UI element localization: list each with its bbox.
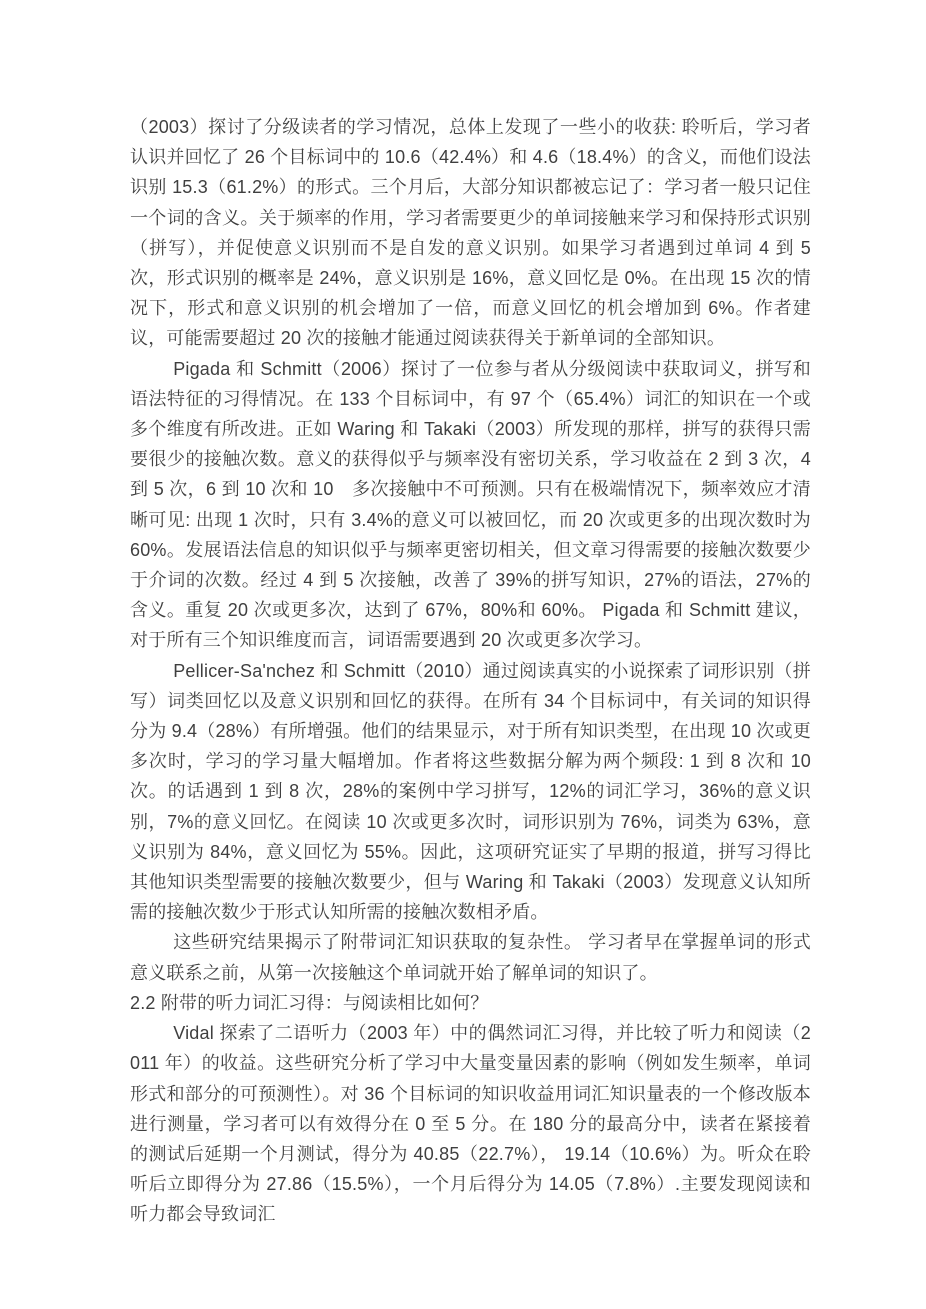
para-pellicer-sanchez-schmitt-2010: Pellicer-Sa'nchez 和 Schmitt（2010）通过阅读真实的小说探索了词形识别（拼写）词类回忆以及意义识别和回忆的获得。在所有 34 个目标词中，有关词的知识得分为 9.4（28%）有所增强。他们的结果显示，对于所有知识类型，在出现 10 次或更多次时，学习的学习量大幅增加。作者将这些数据分解为两个频段: 1 到 8 次和 10 次。的话遇到 1 到 8 次，28%的案例中学习拼写，12%的词汇学习，36%的意义识别，7%的意义回忆。在阅读 10 次或更多次时，词形识别为 76%，词类为 63%，意义识别为 84%，意义回忆为 55%。因此，这项研究证实了早期的报道，拼写习得比其他知识类型需要的接触次数要少，但与 Waring 和 Takaki（2003）发现意义认知所需的接触次数少于形式认知所需的接触次数相矛盾。 bbox=[130, 660, 811, 923]
para-summary-complexity: 这些研究结果揭示了附带词汇知识获取的复杂性。 学习者早在掌握单词的形式意义联系之前，从第一次接触这个单词就开始了解单词的知识了。 bbox=[130, 932, 811, 983]
heading-2-2-incidental-listening: 2.2 附带的听力词汇习得：与阅读相比如何？ bbox=[130, 992, 489, 1013]
para-pigada-schmitt-2006: Pigada 和 Schmitt（2006）探讨了一位参与者从分级阅读中获取词义，拼写和语法特征的习得情况。在 133 个目标词中，有 97 个（65.4%）词汇的知识在一个或多个维度有所改进。正如 Waring 和 Takaki（2003）所发现的那样，拼写的获得只需要很少的接触次数。意义的获得似乎与频率没有密切关系，学习收益在 2 到 3 次，4 到 5 次，6 到 10 次和 10 多次接触中不可预测。只有在极端情况下，频率效应才清晰可见: 出现 1 次时，只有 3.4%的意义可以被回忆，而 20 次或更多的出现次数时为 60%。发展语法信息的知识似乎与频率更密切相关，但文章习得需要的接触次数要少于介词的次数。经过 4 到 5 次接触，改善了 39%的拼写知识，27%的语法，27%的含义。重复 20 次或更多次，达到了 67%，80%和 60%。 Pigada 和 Schmitt 建议，对于所有三个知识维度而言，词语需要遇到 20 次或更多次学习。 bbox=[130, 358, 811, 651]
document-text-block bbox=[130, 112, 811, 1230]
para-graded-readers-2003: （2003）探讨了分级读者的学习情况，总体上发现了一些小的收获: 聆听后，学习者认识并回忆了 26 个目标词中的 10.6（42.4%）和 4.6（18.4%）的含义，而他们设法识别 15.3（61.2%）的形式。三个月后，大部分知识都被忘记了：学习者一般只记住一个词的含义。关于频率的作用，学习者需要更少的单词接触来学习和保持形式识别（拼写），并促使意义识别而不是自发的意义识别。如果学习者遇到过单词 4 到 5 次，形式识别的概率是 24%，意义识别是 16%，意义回忆是 0%。在出现 15 次的情况下，形式和意义识别的机会增加了一倍，而意义回忆的机会增加到 6%。作者建议，可能需要超过 20 次的接触才能通过阅读获得关于新单词的全部知识。 bbox=[130, 117, 811, 349]
para-vidal-listening: Vidal 探索了二语听力（2003 年）中的偶然词汇习得，并比较了听力和阅读（2011 年）的收益。这些研究分析了学习中大量变量因素的影响（例如发生频率，单词形式和部分的可预测性）。对 36 个目标词的知识收益用词汇知识量表的一个修改版本进行测量，学习者可以有效得分在 0 至 5 分。在 180 分的最高分中，读者在紧接着的测试后延期一个月测试，得分为 40.85（22.7%）， 19.14（10.6%）为。听众在聆听后立即得分为 27.86（15.5%），一个月后得分为 14.05（7.8%）.主要发现阅读和听力都会导致词汇 bbox=[130, 1023, 811, 1225]
